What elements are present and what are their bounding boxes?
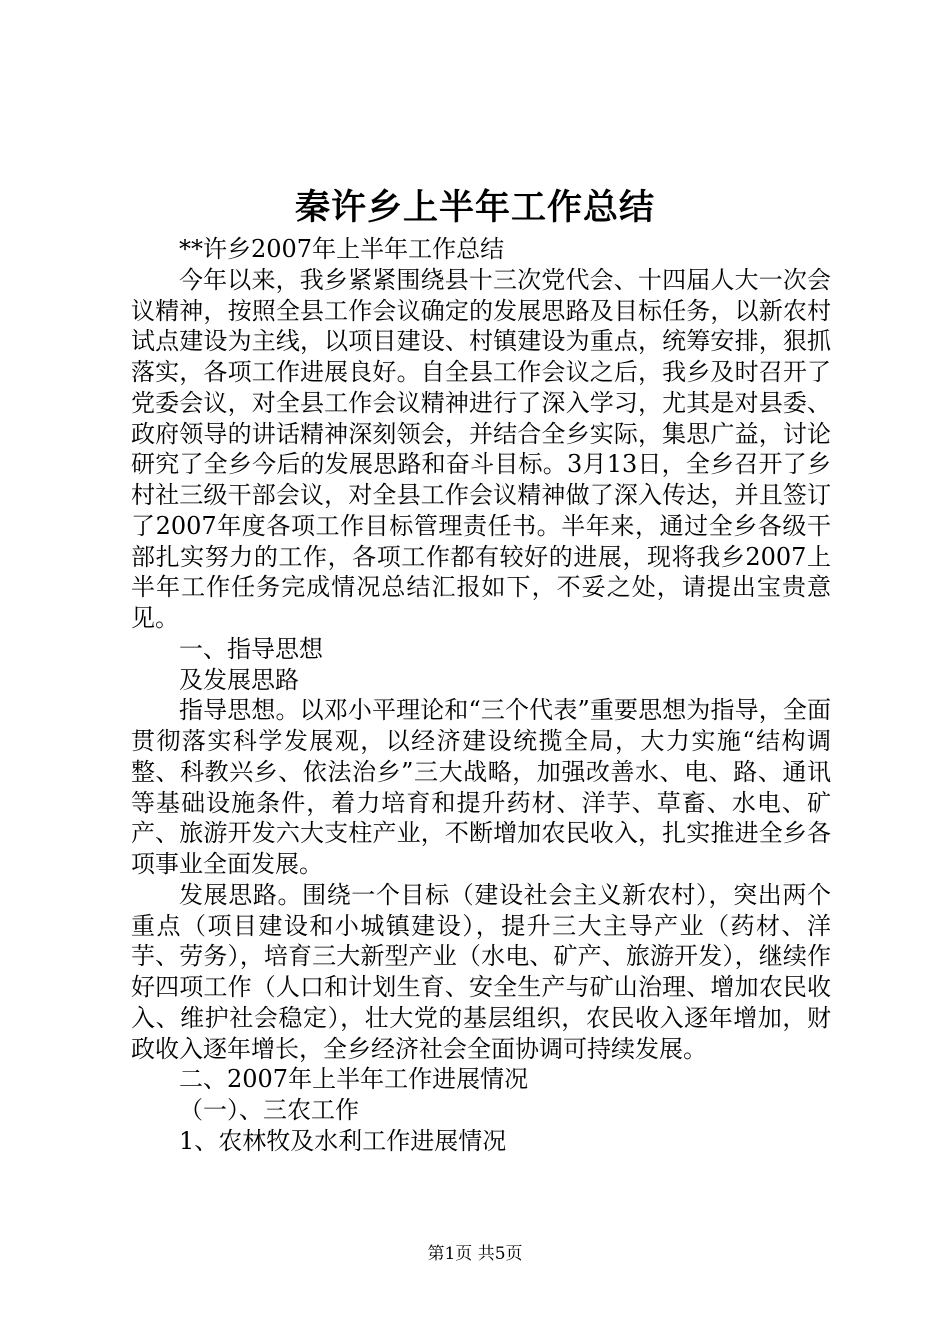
- section-heading-1: 一、指导思想: [179, 634, 323, 663]
- document-title: 秦许乡上半年工作总结: [294, 188, 655, 228]
- paragraph-guiding-thought: 指导思想。以邓小平理论和“三个代表”重要思想为指导，全面贯彻落实科学发展观，以经济建设统揽全局，大力实施“结构调整、科教兴乡、依法治乡”三大战略，加强改善水、电、路、通讯等基础设施条件，着力培育和提升药材、洋芋、草畜、水电、矿产、旅游开发六大支柱产业，不断增加农民收入，扎实推进全乡各项事业全面发展。: [131, 696, 831, 878]
- paragraph-intro: 今年以来，我乡紧紧围绕县十三次党代会、十四届人大一次会议精神，按照全县工作会议确定的发展思路及目标任务，以新农村试点建设为主线，以项目建设、村镇建设为重点，统筹安排，狠抓落实，各项工作进展良好。自全县工作会议之后，我乡及时召开了党委会议，对全县工作会议精神进行了深入学习，尤其是对县委、政府领导的讲话精神深刻领会，并结合全乡实际，集思广益，讨论研究了全乡今后的发展思路和奋斗目标。3月13日，全乡召开了乡村社三级干部会议，对全县工作会议精神做了深入传达，并且签订了2007年度各项工作目标管理责任书。半年来，通过全乡各级干部扎实努力的工作，各项工作都有较好的进展，现将我乡2007上半年工作任务完成情况总结汇报如下，不妥之处，请提出宝贵意见。: [131, 265, 831, 632]
- item-heading: 1、农林牧及水利工作进展情况: [179, 1126, 507, 1155]
- paragraph-development-idea: 发展思路。围绕一个目标（建设社会主义新农村），突出两个重点（项目建设和小城镇建设），提升三大主导产业（药材、洋芋、劳务），培育三大新型产业（水电、矿产、旅游开发），继续作好四项工作（人口和计划生育、安全生产与矿山治理、增加农民收入、维护社会稳定），壮大党的基层组织，农民收入逐年增加，财政收入逐年增长，全乡经济社会全面协调可持续发展。: [131, 880, 831, 1063]
- subsection-heading: （一）、三农工作: [179, 1096, 359, 1124]
- section-heading-2: 二、2007年上半年工作进展情况: [179, 1065, 529, 1094]
- document-body: [131, 234, 831, 1157]
- page-footer: 第1页 共5页: [427, 1244, 523, 1264]
- paragraph-subtitle: **许乡2007年上半年工作总结: [179, 235, 505, 263]
- section-heading-1-continued: 及发展思路: [179, 665, 299, 694]
